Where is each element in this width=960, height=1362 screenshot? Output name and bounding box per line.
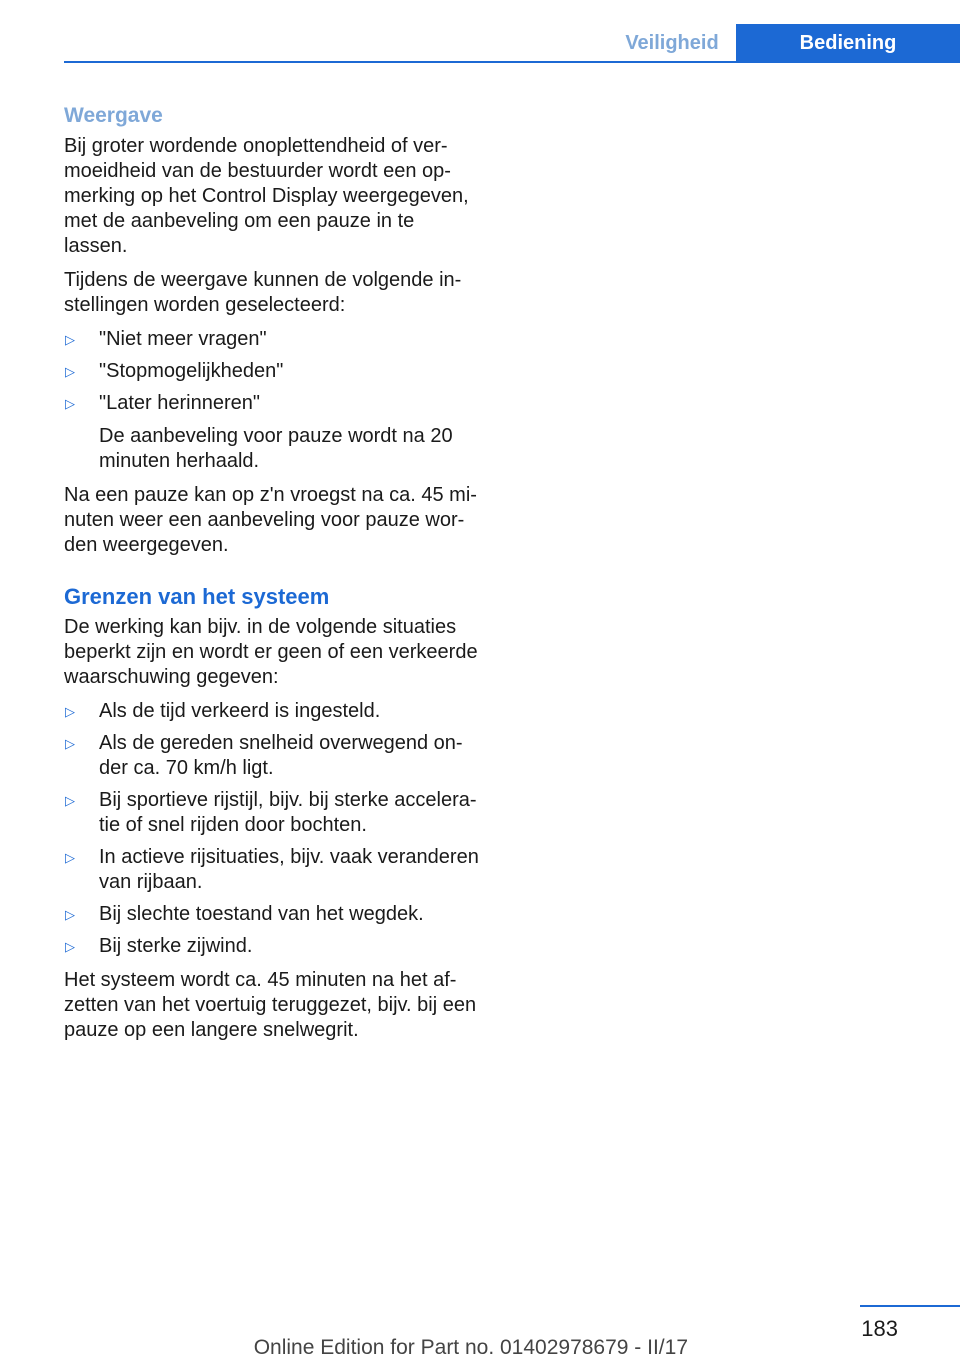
list-item-text: Bij slechte toestand van het wegdek. — [99, 903, 424, 925]
list-item — [64, 934, 480, 959]
triangle-bullet-icon: ▷ — [65, 364, 75, 379]
list-item-text: Als de tijd verkeerd is ingesteld. — [99, 700, 381, 722]
footer-divider — [860, 1305, 960, 1307]
list-item-text: "Niet meer vragen" — [99, 328, 267, 350]
header-divider — [64, 61, 960, 63]
list-item — [64, 699, 480, 724]
triangle-bullet-icon: ▷ — [65, 396, 75, 411]
list-item-text: Als de gereden snelheid overwegend on-der ca. 70 km/h ligt. — [99, 732, 463, 779]
page-number: 183 — [861, 1316, 898, 1341]
list-item — [64, 327, 480, 352]
edition-footer: Online Edition for Part no. 01402978679 - II/17 — [253, 1336, 688, 1359]
triangle-bullet-icon: ▷ — [65, 332, 75, 347]
triangle-bullet-icon: ▷ — [65, 704, 75, 719]
main-content — [64, 103, 480, 1052]
tab-veiligheid[interactable]: Veiligheid — [608, 24, 736, 62]
list-item — [64, 845, 480, 895]
section-heading-grenzen: Grenzen van het systeem — [64, 584, 330, 609]
paragraph: Tijdens de weergave kunnen de volgende in-stellingen worden geselecteerd: — [64, 269, 462, 316]
list-item-text: "Later herinneren" — [99, 392, 260, 414]
list-item-text: Bij sterke zijwind. — [99, 935, 253, 957]
list-item-text: In actieve rijsituaties, bijv. vaak veranderen van rijbaan. — [99, 846, 479, 893]
header-tabs — [608, 24, 960, 62]
bullet-list — [64, 327, 480, 474]
paragraph: Het systeem wordt ca. 45 minuten na het af-zetten van het voertuig teruggezet, bijv. bij een pauze op een langere snelwegrit. — [64, 969, 477, 1041]
triangle-bullet-icon: ▷ — [65, 736, 75, 751]
list-item — [64, 359, 480, 384]
paragraph: De werking kan bijv. in de volgende situaties beperkt zijn en wordt er geen of een verkeerde waarschuwing gegeven: — [64, 616, 478, 688]
tab-bediening[interactable]: Bediening — [736, 24, 960, 62]
triangle-bullet-icon: ▷ — [65, 939, 75, 954]
bullet-list — [64, 699, 480, 959]
list-item-text: Bij sportieve rijstijl, bijv. bij sterke accelera-tie of snel rijden door bochten. — [99, 789, 477, 836]
triangle-bullet-icon: ▷ — [65, 907, 75, 922]
list-item — [64, 731, 480, 781]
triangle-bullet-icon: ▷ — [65, 793, 75, 808]
paragraph: Bij groter wordende onoplettendheid of ver-moeidheid van de bestuurder wordt een op-merking op het Control Display weergegeven, met de aanbeveling om een pauze in te lassen. — [64, 135, 469, 257]
section-heading-weergave: Weergave — [64, 104, 163, 127]
list-item — [64, 788, 480, 838]
list-item — [64, 391, 480, 474]
list-item-text: "Stopmogelijkheden" — [99, 360, 284, 382]
paragraph: Na een pauze kan op z'n vroegst na ca. 45 mi-nuten weer een aanbeveling voor pauze wor-den weergegeven. — [64, 484, 477, 556]
list-item-subtext: De aanbeveling voor pauze wordt na 20 minuten herhaald. — [99, 425, 453, 472]
list-item — [64, 902, 480, 927]
triangle-bullet-icon: ▷ — [65, 850, 75, 865]
